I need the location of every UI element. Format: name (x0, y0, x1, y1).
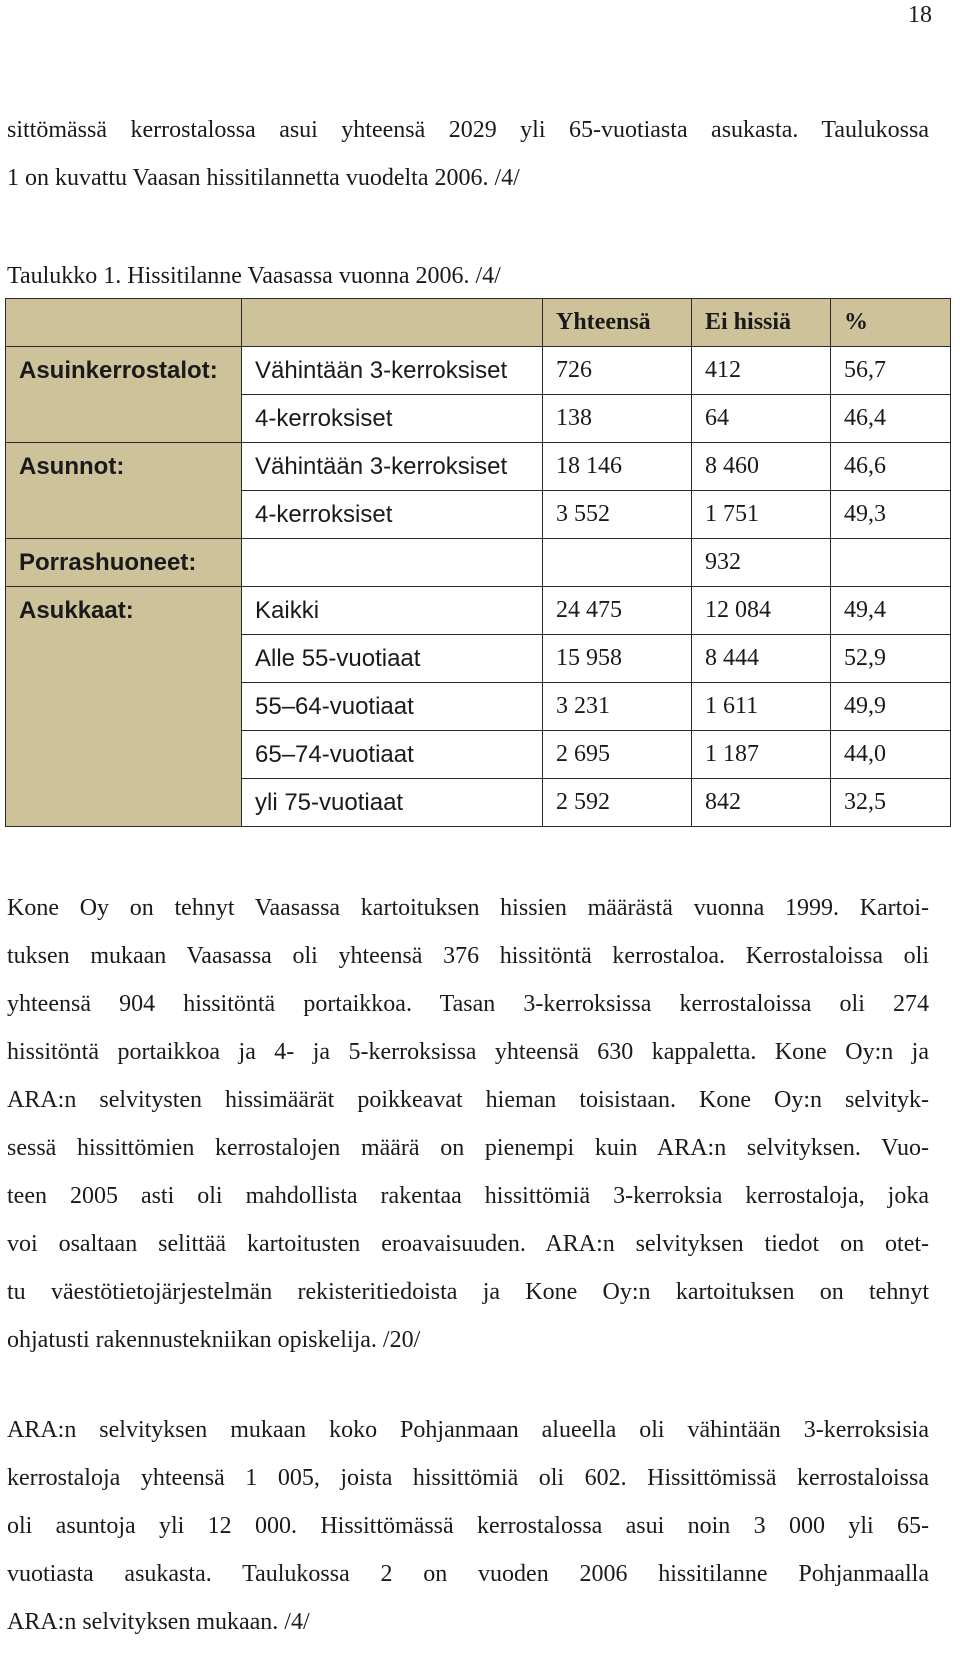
row-label: 65–74-vuotiaat (242, 731, 543, 779)
header-cell-no-lift: Ei hissiä (692, 299, 831, 347)
cell-no-lift: 12 084 (692, 587, 831, 635)
paragraph-line: sessä hissittömien kerrostalojen määrä on pienempi kuin ARA:n selvityksen. Vuo- (7, 1135, 929, 1161)
cell-percent: 49,3 (831, 491, 951, 539)
cell-percent (831, 539, 951, 587)
paragraph-line: oli asuntoja yli 12 000. Hissittömässä kerrostalossa asui noin 3 000 yli 65- (7, 1513, 929, 1539)
paragraph-line: ARA:n selvityksen mukaan koko Pohjanmaan alueella oli vähintään 3-kerroksisia (7, 1417, 929, 1443)
paragraph-line: tuksen mukaan Vaasassa oli yhteensä 376 hissitöntä kerrostaloa. Kerrostaloissa oli (7, 943, 929, 969)
cell-percent: 56,7 (831, 347, 951, 395)
intro-paragraph (7, 106, 929, 202)
paragraph-line: yhteensä 904 hissitöntä portaikkoa. Tasan 3-kerroksissa kerrostaloissa oli 274 (7, 991, 929, 1017)
row-label: Kaikki (242, 587, 543, 635)
cell-no-lift: 412 (692, 347, 831, 395)
row-label: Vähintään 3-kerroksiset (242, 443, 543, 491)
cell-percent: 46,4 (831, 395, 951, 443)
row-label: Alle 55-vuotiaat (242, 635, 543, 683)
row-label: Vähintään 3-kerroksiset (242, 347, 543, 395)
cell-no-lift: 842 (692, 779, 831, 827)
cell-total: 18 146 (543, 443, 692, 491)
table-row (6, 539, 951, 587)
cell-total: 24 475 (543, 587, 692, 635)
page-number: 18 (908, 2, 932, 28)
cell-no-lift: 64 (692, 395, 831, 443)
cell-no-lift: 1 751 (692, 491, 831, 539)
cell-total: 726 (543, 347, 692, 395)
paragraph-line: voi osaltaan selittää kartoitusten eroavaisuuden. ARA:n selvityksen tiedot on otet- (7, 1231, 929, 1257)
cell-no-lift: 8 460 (692, 443, 831, 491)
cell-percent: 52,9 (831, 635, 951, 683)
group-label: Porrashuoneet: (6, 539, 242, 587)
table-caption: Taulukko 1. Hissitilanne Vaasassa vuonna 2006. /4/ (7, 263, 501, 289)
cell-percent: 32,5 (831, 779, 951, 827)
cell-no-lift: 1 611 (692, 683, 831, 731)
paragraph-line: teen 2005 asti oli mahdollista rakentaa hissittömiä 3-kerroksia kerrostaloja, joka (7, 1183, 929, 1209)
table-header-row (6, 299, 951, 347)
cell-total: 15 958 (543, 635, 692, 683)
paragraph-line: tu väestötietojärjestelmän rekisteritiedoista ja Kone Oy:n kartoituksen on tehnyt (7, 1279, 929, 1305)
lift-status-table (5, 298, 951, 827)
header-cell (242, 299, 543, 347)
paragraph-line: ARA:n selvitysten hissimäärät poikkeavat hieman toisistaan. Kone Oy:n selvityk- (7, 1087, 929, 1113)
row-label: 4-kerroksiset (242, 491, 543, 539)
group-label: Asuinkerrostalot: (6, 347, 242, 443)
group-label: Asukkaat: (6, 587, 242, 827)
cell-total: 138 (543, 395, 692, 443)
group-label: Asunnot: (6, 443, 242, 539)
row-label: 55–64-vuotiaat (242, 683, 543, 731)
cell-no-lift: 8 444 (692, 635, 831, 683)
paragraph-line: vuotiasta asukasta. Taulukossa 2 on vuoden 2006 hissitilanne Pohjanmaalla (7, 1561, 929, 1587)
cell-total: 3 552 (543, 491, 692, 539)
row-label (242, 539, 543, 587)
cell-no-lift: 1 187 (692, 731, 831, 779)
cell-total: 2 695 (543, 731, 692, 779)
paragraph-line: ARA:n selvityksen mukaan. /4/ (7, 1609, 310, 1635)
cell-no-lift: 932 (692, 539, 831, 587)
header-cell-percent: % (831, 299, 951, 347)
row-label: yli 75-vuotiaat (242, 779, 543, 827)
row-label: 4-kerroksiset (242, 395, 543, 443)
body-paragraph-kone (7, 884, 929, 1364)
table-row (6, 347, 951, 395)
cell-total: 2 592 (543, 779, 692, 827)
intro-line: 1 on kuvattu Vaasan hissitilannetta vuodelta 2006. /4/ (7, 165, 520, 191)
cell-percent: 44,0 (831, 731, 951, 779)
cell-percent: 49,9 (831, 683, 951, 731)
body-paragraph-ara (7, 1406, 929, 1646)
cell-percent: 49,4 (831, 587, 951, 635)
intro-line: sittömässä kerrostalossa asui yhteensä 2029 yli 65-vuotiasta asukasta. Taulukossa (7, 117, 929, 143)
paragraph-line: kerrostaloja yhteensä 1 005, joista hissittömiä oli 602. Hissittömissä kerrostaloissa (7, 1465, 929, 1491)
paragraph-line: ohjatusti rakennustekniikan opiskelija. /20/ (7, 1327, 421, 1353)
cell-total: 3 231 (543, 683, 692, 731)
table-row (6, 443, 951, 491)
cell-percent: 46,6 (831, 443, 951, 491)
header-cell (6, 299, 242, 347)
paragraph-line: hissitöntä portaikkoa ja 4- ja 5-kerroksissa yhteensä 630 kappaletta. Kone Oy:n ja (7, 1039, 929, 1065)
table-row (6, 587, 951, 635)
header-cell-total: Yhteensä (543, 299, 692, 347)
cell-total (543, 539, 692, 587)
paragraph-line: Kone Oy on tehnyt Vaasassa kartoituksen hissien määrästä vuonna 1999. Kartoi- (7, 895, 929, 921)
